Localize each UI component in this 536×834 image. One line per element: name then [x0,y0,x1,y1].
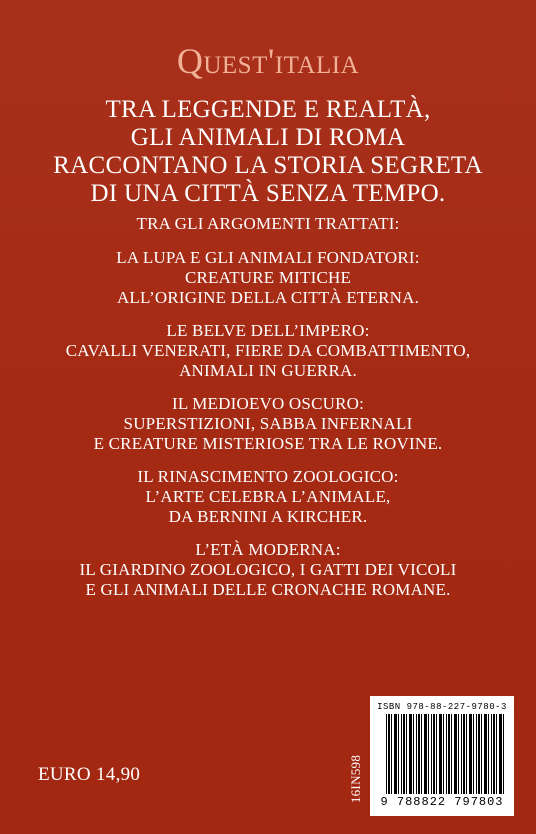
product-code-text: 16IN598 [348,754,363,804]
product-code [348,744,364,814]
topic-block [0,321,536,381]
headline-line: GLI ANIMALI DI ROMA [130,124,406,151]
topic-block [0,540,536,600]
barcode-image [386,714,504,794]
topics-section [0,214,536,613]
headline-line: TRA LEGGENDE E REALTÀ, [105,96,431,123]
topic-block [0,467,536,527]
headline [0,96,536,208]
topic-block [0,394,536,454]
topic-heading: L’ETÀ MODERNA: [195,540,341,559]
topic-line: ALL’ORIGINE DELLA CITTÀ ETERNA. [116,288,420,307]
barcode-panel [370,696,514,816]
barcode-digits: 9 788822 797803 [380,795,504,809]
price-label: EURO 14,90 [38,764,141,785]
topic-line: CREATURE MITICHE [184,268,352,287]
topic-line: ANIMALI IN GUERRA. [179,361,357,380]
topic-heading: IL MEDIOEVO OSCURO: [171,394,365,413]
topic-line: L’ARTE CELEBRA L’ANIMALE, [145,487,391,506]
headline-line: DI UNA CITTÀ SENZA TEMPO. [90,180,446,207]
series-title: Quest'italia [176,41,360,81]
topic-heading: LE BELVE DELL’IMPERO: [166,321,370,340]
topic-line: CAVALLI VENERATI, FIERE DA COMBATTIMENTO, [65,341,471,360]
topics-intro: TRA GLI ARGOMENTI TRATTATI: [136,214,400,233]
topic-block [0,248,536,308]
topic-line: E GLI ANIMALI DELLE CRONACHE ROMANE. [85,580,451,599]
isbn-label: ISBN 978-88-227-9780-3 [377,702,507,712]
topic-line: IL GIARDINO ZOOLOGICO, I GATTI DEI VICOLI [79,560,457,579]
topic-line: DA BERNINI A KIRCHER. [168,507,368,526]
topic-heading: LA LUPA E GLI ANIMALI FONDATORI: [116,248,420,267]
topic-line: SUPERSTIZIONI, SABBA INFERNALI [123,414,413,433]
headline-line: RACCONTANO LA STORIA SEGRETA [53,152,483,179]
topic-line: E CREATURE MISTERIOSE TRA LE ROVINE. [93,434,443,453]
topic-heading: IL RINASCIMENTO ZOOLOGICO: [137,467,399,486]
